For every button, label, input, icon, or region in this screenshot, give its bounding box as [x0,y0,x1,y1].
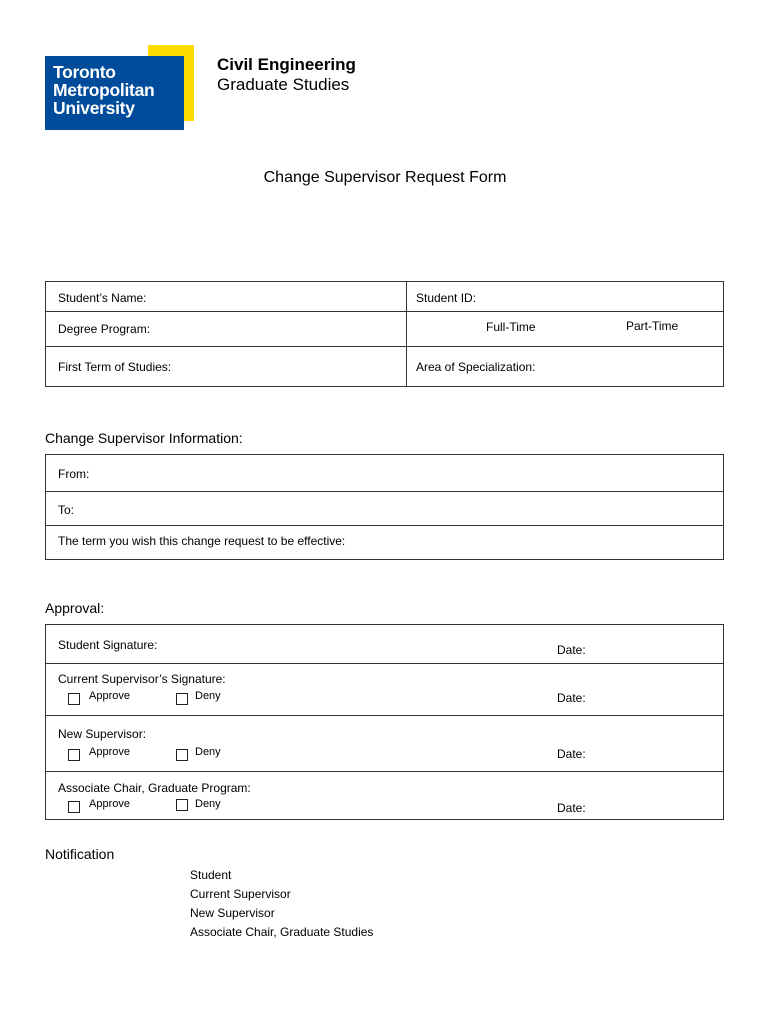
department-subtitle: Graduate Studies [217,75,350,94]
degree-program-row [46,312,723,347]
approve-label: Approve [89,798,130,810]
change-supervisor-table [45,454,724,560]
date-label: Date: [557,801,586,815]
date-label: Date: [557,747,586,761]
logo-text [53,63,154,117]
effective-term-label: The term you wish this change request to be effective: [58,534,346,548]
effective-term-row [46,526,723,559]
specialization-label: Area of Specialization: [416,360,536,374]
student-id-label: Student ID: [416,291,477,305]
associate-chair-label: Associate Chair, Graduate Program: [58,781,251,795]
change-supervisor-heading: Change Supervisor Information: [45,430,243,446]
to-row [46,492,723,526]
new-supervisor-label: New Supervisor: [58,727,147,741]
form-title: Change Supervisor Request Form [263,169,507,186]
deny-label: Deny [195,746,221,758]
approve-label: Approve [89,746,130,758]
approve-checkbox[interactable] [68,693,80,705]
new-supervisor-row [46,716,723,772]
from-row [46,455,723,492]
approve-checkbox[interactable] [68,749,80,761]
approval-heading: Approval: [45,600,105,616]
full-time-option[interactable]: Full-Time [486,320,536,334]
logo-line-3: University [53,98,135,118]
first-term-row [46,347,723,386]
first-term-label: First Term of Studies: [58,360,172,374]
logo-line-1: Toronto [53,62,116,82]
student-info-table [45,281,724,387]
current-supervisor-row [46,664,723,716]
from-label: From: [58,467,90,481]
logo-line-2: Metropolitan [53,80,155,100]
notification-item-student: Student [190,868,232,882]
date-label: Date: [557,691,586,705]
approve-checkbox[interactable] [68,801,80,813]
deny-checkbox[interactable] [176,749,188,761]
approve-label: Approve [89,690,130,702]
column-divider [406,347,407,386]
department-title: Civil Engineering [217,55,356,74]
student-name-label: Student’s Name: [58,291,147,305]
approval-table [45,624,724,820]
degree-program-label: Degree Program: [58,322,151,336]
student-name-row [46,282,723,312]
notification-item-current-supervisor: Current Supervisor [190,887,291,901]
notification-heading: Notification [45,846,115,862]
to-label: To: [58,503,75,517]
deny-checkbox[interactable] [176,693,188,705]
notification-item-associate-chair: Associate Chair, Graduate Studies [190,925,374,939]
deny-label: Deny [195,690,221,702]
student-signature-row [46,625,723,664]
current-supervisor-label: Current Supervisor’s Signature: [58,672,226,686]
associate-chair-row [46,772,723,819]
date-label: Date: [557,643,586,657]
column-divider [406,282,407,311]
student-signature-label: Student Signature: [58,638,158,652]
deny-checkbox[interactable] [176,799,188,811]
notification-item-new-supervisor: New Supervisor [190,906,275,920]
column-divider [406,312,407,346]
part-time-option[interactable]: Part-Time [626,319,679,333]
deny-label: Deny [195,798,221,810]
